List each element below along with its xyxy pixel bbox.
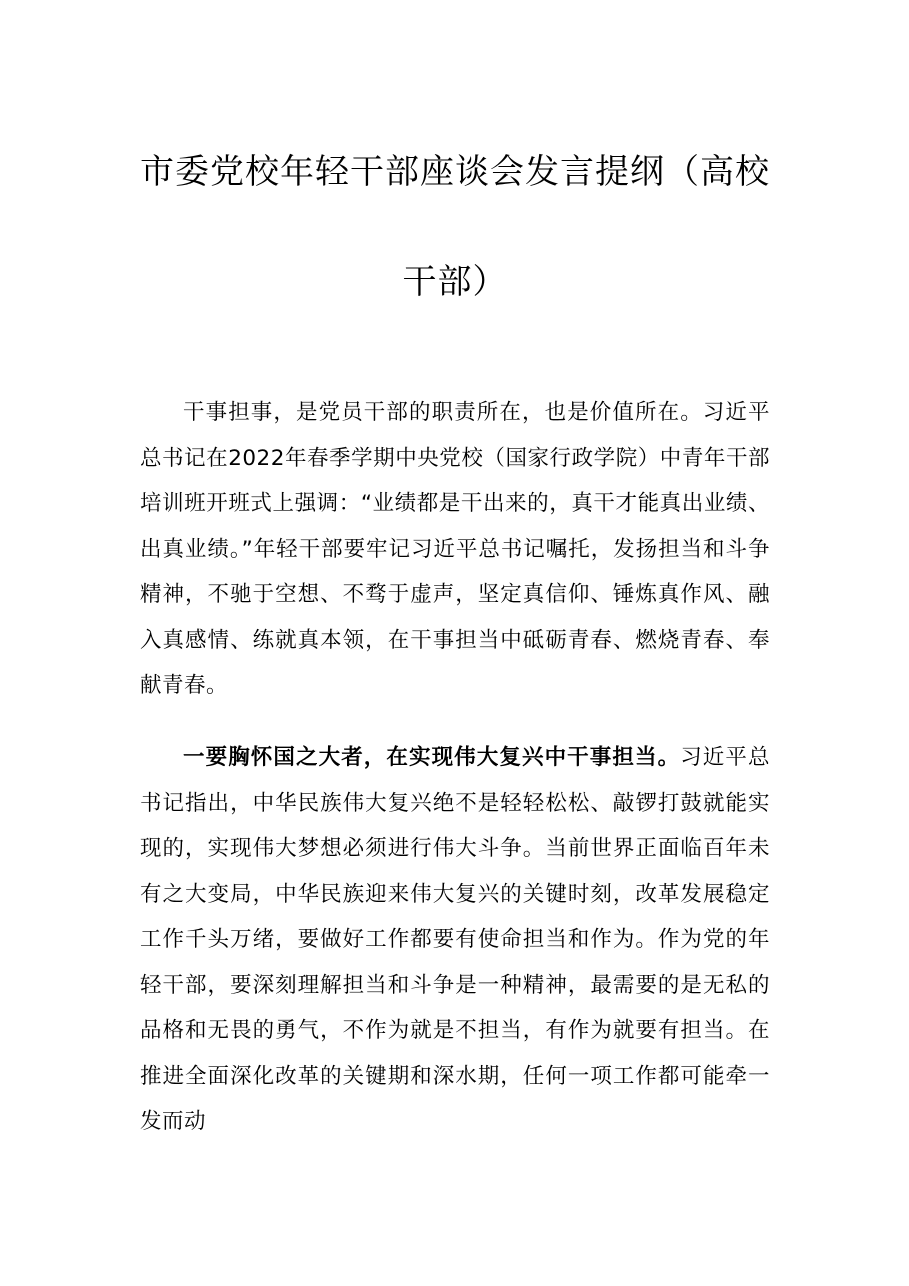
body-paragraph-2 xyxy=(140,735,770,1145)
document-title-line-1: 市委党校年轻干部座谈会发言提纲（高校 xyxy=(140,152,770,192)
paragraph-2-body-text: 习近平总书记指出，中华民族伟大复兴绝不是轻轻松松、敲锣打鼓就能实现的，实现伟大梦想必须进行伟大斗争。当前世界正面临百年未有之大变局，中华民族迎来伟大复兴的关键时刻，改革发展稳定工作千头万绪，要做好工作都要有使命担当和作为。作为党的年轻干部，要深刻理解担当和斗争是一种精神，最需要的是无私的品格和无畏的勇气，不作为就是不担当，有作为就要有担当。在推进全面深化改革的关键期和深水期，任何一项工作都可能牵一发而动 xyxy=(140,745,770,1134)
document-title-line-2: 干部） xyxy=(402,262,508,302)
body-paragraph-1: 干事担事，是党员干部的职责所在，也是价值所在。习近平总书记在2022年春季学期中央党校（国家行政学院）中青年干部培训班开班式上强调：“业绩都是干出来的，真干才能真出业绩、出真业绩。”年轻干部要牢记习近平总书记嘱托，发扬担当和斗争精神，不驰于空想、不骛于虚声，坚定真信仰、锤炼真作风、融入真感情、练就真本领，在干事担当中砥砺青春、燃烧青春、奉献青春。 xyxy=(140,400,770,698)
paragraph-2-lead-sentence: 一要胸怀国之大者，在实现伟大复兴中干事担当。 xyxy=(183,745,681,770)
